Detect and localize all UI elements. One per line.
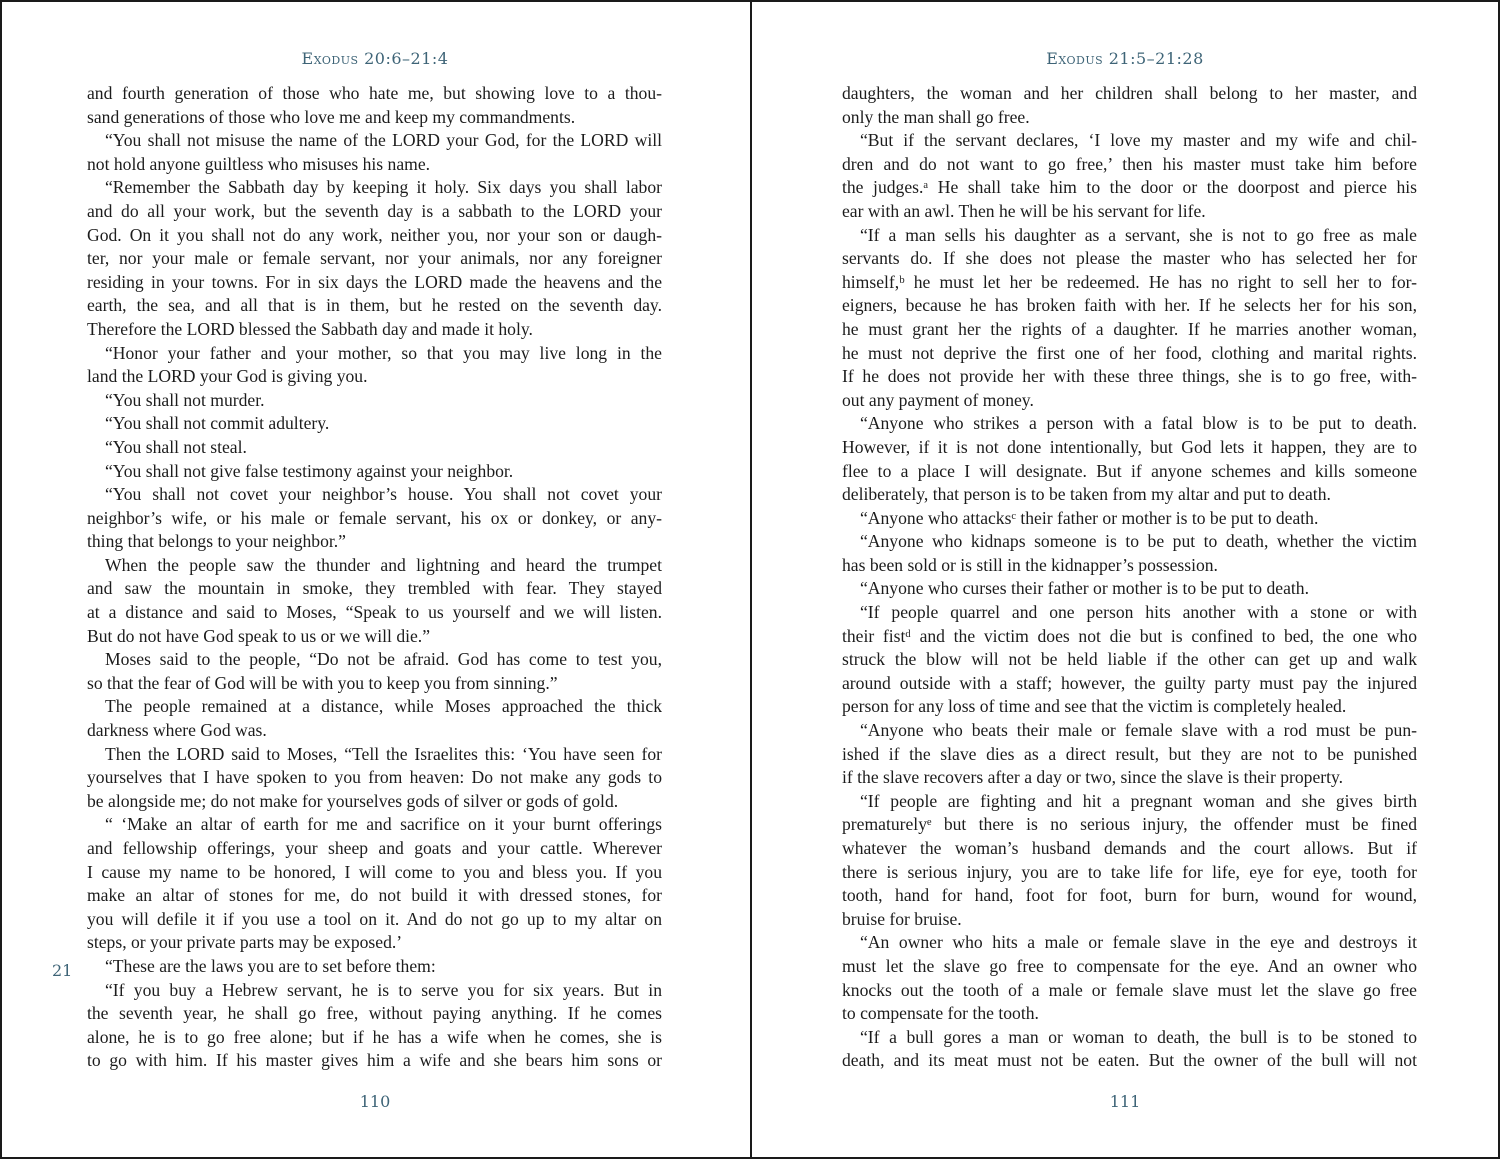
text-line: neighbor’s wife, or his male or female servant, his ox or donkey, or any- — [87, 507, 662, 528]
text-line: there is serious injury, you are to take life for life, eye for eye, tooth for — [842, 861, 1417, 882]
text-line: knocks out the tooth of a male or female slave must let the slave go free — [842, 979, 1417, 1000]
text-line: “You shall not commit adultery. — [105, 413, 330, 434]
text-line: make an altar of stones for me, do not build it with dressed stones, for — [87, 885, 662, 906]
text-line: But do not have God speak to us or we will die.” — [87, 625, 431, 646]
text-line: prematurelyᵉ but there is no serious injury, the offender must be fined — [842, 814, 1417, 835]
text-line: and fourth generation of those who hate me, but showing love to a thou- — [87, 83, 662, 103]
text-line: the seventh year, he shall go free, without paying anything. If he comes — [87, 1003, 662, 1024]
text-line: be alongside me; do not make for yourselves gods of silver or gods of gold. — [87, 790, 619, 811]
text-line: himself,ᵇ he must let her be redeemed. He has no right to sell her to for- — [842, 271, 1417, 292]
text-line: has been sold or is still in the kidnapper’s possession. — [842, 554, 1218, 575]
text-line: Therefore the LORD blessed the Sabbath day and made it holy. — [87, 318, 533, 339]
text-line: “Anyone who kidnaps someone is to be put to death, whether the victim — [860, 531, 1417, 552]
text-line: God. On it you shall not do any work, neither you, nor your son or daugh- — [87, 224, 662, 245]
text-line: “If a bull gores a man or woman to death, the bull is to be stoned to — [860, 1026, 1417, 1047]
text-line: he must grant her the rights of a daughter. If he marries another woman, — [842, 318, 1417, 339]
text-line: “Honor your father and your mother, so that you may live long in the — [105, 342, 662, 363]
text-line: daughters, the woman and her children shall belong to her master, and — [842, 83, 1417, 103]
text-line: at a distance and said to Moses, “Speak to us yourself and we will listen. — [87, 602, 662, 623]
text-line: steps, or your private parts may be exposed.’ — [87, 932, 403, 953]
text-line: eigners, because he has broken faith with her. If he selects her for his son, — [842, 295, 1417, 316]
text-line: land the LORD your God is giving you. — [87, 366, 368, 387]
text-line: “You shall not give false testimony against your neighbor. — [105, 460, 514, 481]
text-line: However, if it is not done intentionally, but God lets it happen, they are to — [842, 436, 1417, 457]
text-line: “Anyone who beats their male or female slave with a rod must be pun- — [860, 720, 1417, 741]
text-line: When the people saw the thunder and lightning and heard the trumpet — [105, 554, 662, 575]
text-line: if the slave recovers after a day or two, since the slave is their property. — [842, 767, 1344, 788]
text-line: bruise for bruise. — [842, 908, 962, 929]
text-line: ter, nor your male or female servant, nor your animals, nor any foreigner — [87, 248, 662, 269]
text-line: “Anyone who strikes a person with a fatal blow is to be put to death. — [860, 413, 1417, 434]
text-line: out any payment of money. — [842, 389, 1034, 410]
text-line: and fellowship offerings, your sheep and goats and your cattle. Wherever — [87, 838, 662, 858]
page-number: 110 — [359, 1092, 391, 1111]
text-line: tooth, hand for hand, foot for foot, burn for burn, wound for wound, — [842, 885, 1417, 906]
text-line: whatever the woman’s husband demands and the court allows. But if — [842, 838, 1417, 858]
text-line: sand generations of those who love me and keep my commandments. — [87, 106, 576, 127]
text-line: and saw the mountain in smoke, they trembled with fear. They stayed — [87, 578, 662, 599]
text-line: thing that belongs to your neighbor.” — [87, 531, 346, 552]
text-line: around outside with a staff; however, the guilty party must pay the injured — [842, 672, 1417, 693]
text-line: “You shall not covet your neighbor’s house. You shall not covet your — [105, 484, 662, 505]
text-line: and do all your work, but the seventh day is a sabbath to the LORD your — [87, 200, 662, 221]
text-line: death, and its meat must not be eaten. But the owner of the bull will not — [842, 1050, 1417, 1071]
text-line: “ ‘Make an altar of earth for me and sacrifice on it your burnt offerings — [105, 814, 662, 835]
text-line: ear with an awl. Then he will be his servant for life. — [842, 200, 1206, 221]
text-line: earth, the sea, and all that is in them, but he rested on the seventh day. — [87, 295, 662, 316]
text-line: yourselves that I have spoken to you from heaven: Do not make any gods to — [87, 767, 662, 788]
text-line: deliberately, that person is to be taken from my altar and put to death. — [842, 484, 1331, 505]
text-line: so that the fear of God will be with you to keep you from sinning.” — [87, 672, 558, 693]
text-line: to compensate for the tooth. — [842, 1003, 1039, 1024]
text-line: person for any loss of time and see that the victim is completely healed. — [842, 696, 1347, 717]
text-line: “If a man sells his daughter as a servant, she is not to go free as male — [860, 224, 1417, 245]
text-line: “An owner who hits a male or female slave in the eye and destroys it — [860, 932, 1417, 953]
text-line: “But if the servant declares, ‘I love my master and my wife and chil- — [860, 130, 1417, 151]
text-line: “If people are fighting and hit a pregnant woman and she gives birth — [860, 790, 1417, 811]
text-line: alone, he is to go free alone; but if he has a wife when he comes, she is — [87, 1026, 662, 1047]
text-line: flee to a place I will designate. But if anyone schemes and kills someone — [842, 460, 1417, 481]
text-line: I cause my name to be honored, I will come to you and bless you. If you — [87, 861, 662, 882]
text-line: the judges.ᵃ He shall take him to the door or the doorpost and pierce his — [842, 177, 1417, 198]
text-line: Moses said to the people, “Do not be afraid. God has come to test you, — [105, 649, 662, 670]
right-page — [752, 2, 1498, 1159]
chapter-number: 21 — [52, 961, 73, 980]
text-line: “If you buy a Hebrew servant, he is to serve you for six years. But in — [105, 979, 662, 1000]
text-line: If he does not provide her with these three things, she is to go free, with- — [842, 366, 1417, 387]
text-line: “Anyone who attacksᶜ their father or mother is to be put to death. — [860, 507, 1319, 528]
running-head: Exodus 21:5–21:28 — [1046, 49, 1204, 68]
text-line: only the man shall go free. — [842, 106, 1030, 127]
page-number: 111 — [1109, 1092, 1141, 1111]
text-line: to go with him. If his master gives him a wife and she bears him sons or — [87, 1050, 662, 1071]
text-line: The people remained at a distance, while Moses approached the thick — [105, 696, 662, 717]
text-line: struck the blow will not be held liable if the other can get up and walk — [842, 649, 1417, 670]
left-page — [2, 2, 748, 1159]
text-line: “You shall not misuse the name of the LORD your God, for the LORD will — [105, 130, 662, 151]
text-line: darkness where God was. — [87, 720, 267, 741]
text-line: you will defile it if you use a tool on it. And do not go up to my altar on — [87, 908, 662, 929]
text-line: “You shall not murder. — [105, 389, 265, 410]
page-body-text — [842, 82, 1417, 1073]
text-line: servants do. If she does not please the master who has selected her for — [842, 248, 1417, 269]
text-line: “Anyone who curses their father or mother is to be put to death. — [860, 578, 1310, 599]
text-line: must let the slave go free to compensate for the eye. And an owner who — [842, 955, 1417, 976]
text-line: “If people quarrel and one person hits another with a stone or with — [860, 602, 1417, 623]
text-line: Then the LORD said to Moses, “Tell the Israelites this: ‘You have seen for — [105, 743, 662, 764]
text-line: residing in your towns. For in six days the LORD made the heavens and the — [87, 271, 662, 292]
text-line: their fistᵈ and the victim does not die but is confined to bed, the one who — [842, 625, 1417, 646]
text-line: not hold anyone guiltless who misuses his name. — [87, 153, 431, 174]
text-line: ished if the slave dies as a direct result, but they are not to be punished — [842, 743, 1417, 764]
text-line: “Remember the Sabbath day by keeping it holy. Six days you shall labor — [105, 177, 662, 198]
text-line: “These are the laws you are to set before them: — [105, 955, 436, 976]
text-line: dren and do not want to go free,’ then his master must take him before — [842, 153, 1417, 174]
page-body-text — [87, 82, 662, 1073]
running-head: Exodus 20:6–21:4 — [301, 49, 449, 68]
text-line: he must not deprive the first one of her food, clothing and marital rights. — [842, 342, 1417, 363]
text-line: “You shall not steal. — [105, 436, 247, 457]
